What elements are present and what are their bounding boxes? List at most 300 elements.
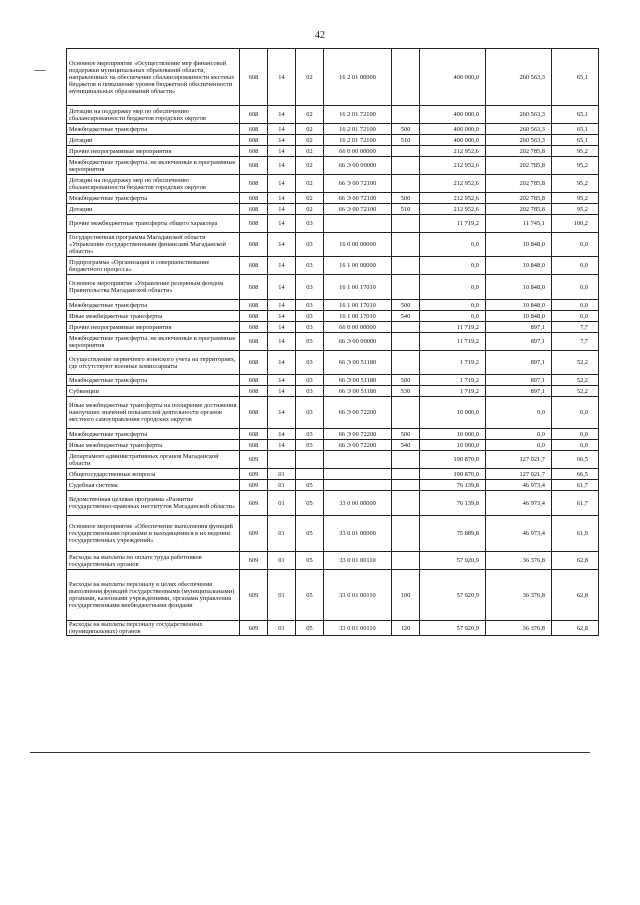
cell-vr	[392, 351, 420, 375]
cell-exec: 0,0	[486, 429, 552, 440]
cell-name: Дотации	[67, 204, 240, 215]
cell-ved: 608	[240, 386, 268, 397]
cell-pr: 03	[296, 215, 324, 233]
cell-rz: 01	[268, 516, 296, 552]
cell-rz: 14	[268, 300, 296, 311]
cell-csr: 16 2 01 72100	[324, 124, 392, 135]
cell-exec: 127 021,7	[486, 451, 552, 469]
table-row	[67, 257, 599, 275]
table-row	[67, 469, 599, 480]
cell-plan: 11 719,2	[420, 215, 486, 233]
table-row	[67, 322, 599, 333]
cell-plan: 400 000,0	[420, 124, 486, 135]
cell-name: Расходы на выплаты персоналу в целях обеспечения выполнения функций государственными (муниципальными) органами, казенными учреждениями, органами управления государственными внебюджетными фондами	[67, 570, 240, 621]
cell-vr	[392, 257, 420, 275]
cell-exec: 36 376,8	[486, 570, 552, 621]
cell-name: Дотации на поддержку мер по обеспечению сбалансированности бюджетов городских округов	[67, 106, 240, 124]
cell-ved: 608	[240, 215, 268, 233]
budget-table	[66, 48, 599, 636]
cell-csr: 33 0 01 00000	[324, 516, 392, 552]
cell-pct: 7,7	[552, 333, 599, 351]
cell-name: Межбюджетные трансферты	[67, 429, 240, 440]
cell-ved: 608	[240, 351, 268, 375]
cell-name: Иные межбюджетные трансферты	[67, 311, 240, 322]
cell-exec: 260 563,3	[486, 124, 552, 135]
table-row	[67, 49, 599, 106]
cell-vr	[392, 157, 420, 175]
cell-rz: 14	[268, 233, 296, 257]
cell-ved: 608	[240, 257, 268, 275]
cell-csr: 66 Э 00 00000	[324, 333, 392, 351]
cell-name: Иные межбюджетные трансферты	[67, 440, 240, 451]
cell-name: Межбюджетные трансферты, не включенные в программные мероприятия	[67, 157, 240, 175]
cell-pct: 0,0	[552, 233, 599, 257]
bottom-rule	[30, 752, 590, 753]
cell-vr	[392, 397, 420, 429]
cell-rz: 01	[268, 491, 296, 516]
cell-exec: 897,1	[486, 333, 552, 351]
cell-pct: 62,8	[552, 621, 599, 636]
cell-exec: 897,1	[486, 386, 552, 397]
cell-exec: 260 563,3	[486, 135, 552, 146]
cell-vr: 120	[392, 621, 420, 636]
cell-rz: 14	[268, 124, 296, 135]
table-row	[67, 215, 599, 233]
cell-ved: 609	[240, 552, 268, 570]
cell-pct: 65,1	[552, 49, 599, 106]
cell-vr: 540	[392, 311, 420, 322]
cell-pct: 95,2	[552, 146, 599, 157]
cell-exec: 46 973,4	[486, 480, 552, 491]
cell-plan: 10 000,0	[420, 397, 486, 429]
cell-exec: 46 973,4	[486, 516, 552, 552]
cell-plan: 212 952,6	[420, 175, 486, 193]
cell-name: Межбюджетные трансферты	[67, 124, 240, 135]
cell-exec: 10 848,0	[486, 275, 552, 300]
cell-vr	[392, 49, 420, 106]
cell-ved: 608	[240, 106, 268, 124]
cell-vr: 500	[392, 193, 420, 204]
cell-rz: 14	[268, 440, 296, 451]
cell-exec: 10 848,0	[486, 300, 552, 311]
table-row	[67, 491, 599, 516]
cell-csr: 66 Э 00 00000	[324, 157, 392, 175]
cell-pr: 03	[296, 311, 324, 322]
cell-pr: 03	[296, 333, 324, 351]
cell-vr	[392, 333, 420, 351]
cell-pr: 05	[296, 480, 324, 491]
cell-vr: 500	[392, 300, 420, 311]
cell-plan: 190 870,0	[420, 469, 486, 480]
cell-exec: 10 848,0	[486, 233, 552, 257]
cell-pr: 05	[296, 570, 324, 621]
table-row	[67, 351, 599, 375]
cell-vr: 540	[392, 440, 420, 451]
cell-vr	[392, 233, 420, 257]
cell-pct: 95,2	[552, 175, 599, 193]
cell-plan: 11 719,2	[420, 333, 486, 351]
cell-vr	[392, 215, 420, 233]
cell-plan: 0,0	[420, 233, 486, 257]
cell-ved: 608	[240, 322, 268, 333]
cell-ved: 608	[240, 204, 268, 215]
cell-name: Межбюджетные трансферты	[67, 300, 240, 311]
cell-pr: 05	[296, 516, 324, 552]
cell-pct: 0,0	[552, 311, 599, 322]
cell-rz: 01	[268, 570, 296, 621]
cell-ved: 609	[240, 516, 268, 552]
cell-ved: 608	[240, 135, 268, 146]
cell-plan: 212 952,6	[420, 193, 486, 204]
cell-ved: 609	[240, 491, 268, 516]
cell-pr: 02	[296, 157, 324, 175]
cell-exec: 260 563,3	[486, 106, 552, 124]
cell-pr: 02	[296, 193, 324, 204]
cell-vr	[392, 106, 420, 124]
cell-pct: 0,0	[552, 440, 599, 451]
cell-plan: 0,0	[420, 257, 486, 275]
cell-name: Субвенции	[67, 386, 240, 397]
cell-plan: 10 000,0	[420, 440, 486, 451]
cell-ved: 608	[240, 397, 268, 429]
cell-pct: 61,7	[552, 480, 599, 491]
cell-vr: 500	[392, 375, 420, 386]
cell-csr: 16 1 00 00000	[324, 257, 392, 275]
cell-rz: 14	[268, 146, 296, 157]
cell-exec: 10 848,0	[486, 311, 552, 322]
cell-pr: 03	[296, 300, 324, 311]
cell-plan: 0,0	[420, 275, 486, 300]
cell-pct: 52,2	[552, 375, 599, 386]
cell-pct: 65,1	[552, 124, 599, 135]
cell-rz: 14	[268, 333, 296, 351]
cell-plan: 212 952,6	[420, 204, 486, 215]
cell-name: Межбюджетные трансферты, не включенные в программные мероприятия	[67, 333, 240, 351]
cell-vr: 500	[392, 429, 420, 440]
cell-vr	[392, 451, 420, 469]
cell-csr: 16 0 00 00000	[324, 233, 392, 257]
cell-name: Межбюджетные трансферты	[67, 375, 240, 386]
cell-exec: 0,0	[486, 440, 552, 451]
cell-ved: 608	[240, 275, 268, 300]
cell-rz: 14	[268, 275, 296, 300]
cell-csr: 16 1 00 17010	[324, 275, 392, 300]
cell-pr: 02	[296, 146, 324, 157]
cell-pct: 65,1	[552, 135, 599, 146]
cell-exec: 202 785,8	[486, 157, 552, 175]
table-row	[67, 516, 599, 552]
cell-ved: 608	[240, 124, 268, 135]
cell-csr: 66 Э 00 72100	[324, 193, 392, 204]
cell-rz: 14	[268, 429, 296, 440]
cell-pr: 03	[296, 351, 324, 375]
cell-pr: 03	[296, 275, 324, 300]
cell-pct: 95,2	[552, 204, 599, 215]
cell-csr: 66 Э 00 72100	[324, 204, 392, 215]
cell-pr: 02	[296, 175, 324, 193]
table-row	[67, 429, 599, 440]
cell-vr	[392, 552, 420, 570]
cell-vr	[392, 516, 420, 552]
table-row	[67, 135, 599, 146]
cell-pct: 0,0	[552, 275, 599, 300]
cell-pr: 02	[296, 49, 324, 106]
cell-rz: 01	[268, 621, 296, 636]
cell-rz: 14	[268, 386, 296, 397]
cell-csr: 16 1 00 17010	[324, 311, 392, 322]
cell-plan: 10 000,0	[420, 429, 486, 440]
table-row	[67, 275, 599, 300]
cell-csr	[324, 469, 392, 480]
table-row	[67, 157, 599, 175]
cell-csr: 66 Э 00 51180	[324, 351, 392, 375]
cell-plan: 0,0	[420, 300, 486, 311]
cell-exec: 897,1	[486, 351, 552, 375]
cell-name: Межбюджетные трансферты	[67, 193, 240, 204]
cell-rz: 14	[268, 204, 296, 215]
cell-ved: 608	[240, 175, 268, 193]
cell-name: Осуществление первичного воинского учета на территориях, где отсутствуют военные комиссариаты	[67, 351, 240, 375]
cell-name: Прочие непрограммные мероприятия	[67, 146, 240, 157]
cell-name: Дотации	[67, 135, 240, 146]
table-row	[67, 375, 599, 386]
cell-csr: 66 0 00 00000	[324, 146, 392, 157]
cell-rz: 14	[268, 193, 296, 204]
cell-csr: 16 2 01 72100	[324, 106, 392, 124]
table-row	[67, 333, 599, 351]
cell-exec: 260 563,3	[486, 49, 552, 106]
cell-pct: 95,2	[552, 193, 599, 204]
cell-rz: 14	[268, 215, 296, 233]
cell-csr: 33 0 00 00000	[324, 491, 392, 516]
cell-ved: 608	[240, 146, 268, 157]
cell-pct: 7,7	[552, 322, 599, 333]
cell-rz: 01	[268, 480, 296, 491]
cell-pct: 0,0	[552, 300, 599, 311]
cell-csr	[324, 215, 392, 233]
cell-pr	[296, 451, 324, 469]
table-row	[67, 440, 599, 451]
cell-ved: 608	[240, 375, 268, 386]
cell-csr	[324, 451, 392, 469]
cell-ved: 608	[240, 333, 268, 351]
cell-plan: 76 139,8	[420, 491, 486, 516]
cell-pct: 61,7	[552, 491, 599, 516]
cell-pr: 03	[296, 386, 324, 397]
cell-csr: 66 Э 00 72100	[324, 175, 392, 193]
cell-pr: 05	[296, 552, 324, 570]
cell-exec: 127 021,7	[486, 469, 552, 480]
cell-pr: 03	[296, 429, 324, 440]
cell-exec: 897,1	[486, 322, 552, 333]
cell-exec: 202 785,8	[486, 204, 552, 215]
cell-exec: 202 785,8	[486, 175, 552, 193]
cell-pr: 03	[296, 375, 324, 386]
cell-pct: 52,2	[552, 351, 599, 375]
cell-csr: 66 Э 00 72200	[324, 429, 392, 440]
cell-vr: 530	[392, 386, 420, 397]
cell-name: Дотации на поддержку мер по обеспечению сбалансированности бюджетов городских округов	[67, 175, 240, 193]
margin-mark	[34, 70, 46, 71]
cell-pct: 61,9	[552, 516, 599, 552]
cell-rz: 14	[268, 322, 296, 333]
cell-name: Подпрограмма «Организация и совершенствование бюджетного процесса»	[67, 257, 240, 275]
cell-pct: 0,0	[552, 257, 599, 275]
cell-pr: 05	[296, 491, 324, 516]
cell-name: Департамент административных органов Магаданской области	[67, 451, 240, 469]
cell-pct: 66,5	[552, 451, 599, 469]
cell-csr: 66 0 00 00000	[324, 322, 392, 333]
table-row	[67, 175, 599, 193]
cell-ved: 608	[240, 300, 268, 311]
cell-plan: 1 719,2	[420, 351, 486, 375]
table-row	[67, 311, 599, 322]
table-row	[67, 386, 599, 397]
cell-vr: 500	[392, 124, 420, 135]
cell-ved: 608	[240, 49, 268, 106]
cell-rz: 14	[268, 397, 296, 429]
cell-exec: 11 745,1	[486, 215, 552, 233]
cell-rz: 14	[268, 351, 296, 375]
cell-csr: 66 Э 00 72200	[324, 440, 392, 451]
cell-pr: 03	[296, 233, 324, 257]
cell-plan: 212 952,6	[420, 146, 486, 157]
cell-rz: 14	[268, 257, 296, 275]
cell-csr: 33 0 01 00110	[324, 570, 392, 621]
cell-vr	[392, 491, 420, 516]
cell-ved: 608	[240, 157, 268, 175]
cell-csr: 66 Э 00 51180	[324, 386, 392, 397]
cell-exec: 0,0	[486, 397, 552, 429]
cell-name: Расходы на выплаты персоналу государственных (муниципальных) органов	[67, 621, 240, 636]
cell-ved: 608	[240, 311, 268, 322]
cell-csr: 33 0 01 00110	[324, 552, 392, 570]
cell-vr: 510	[392, 204, 420, 215]
cell-ved: 609	[240, 469, 268, 480]
cell-exec: 202 785,8	[486, 146, 552, 157]
cell-pr: 03	[296, 397, 324, 429]
cell-name: Судебная система	[67, 480, 240, 491]
cell-pct: 95,2	[552, 157, 599, 175]
table-row	[67, 233, 599, 257]
table-row	[67, 124, 599, 135]
cell-rz: 14	[268, 106, 296, 124]
cell-name: Ведомственная целевая программа «Развитие государственно-правовых институтов Магаданской области»	[67, 491, 240, 516]
cell-name: Основное мероприятие «Осуществление мер финансовой поддержки муниципальных образований области, направленных на обеспечение сбалансированности местных бюджетов и повышение уровня бюджетной обеспеченности муниципальных образований области»	[67, 49, 240, 106]
cell-pr: 03	[296, 440, 324, 451]
table-row	[67, 552, 599, 570]
cell-ved: 609	[240, 480, 268, 491]
cell-pr: 02	[296, 204, 324, 215]
cell-pr	[296, 469, 324, 480]
cell-vr	[392, 275, 420, 300]
cell-csr: 33 0 01 00110	[324, 621, 392, 636]
cell-rz: 14	[268, 157, 296, 175]
cell-vr: 510	[392, 135, 420, 146]
table-row	[67, 146, 599, 157]
cell-plan: 400 000,0	[420, 49, 486, 106]
cell-plan: 11 719,2	[420, 322, 486, 333]
cell-pr: 05	[296, 621, 324, 636]
cell-rz: 14	[268, 135, 296, 146]
cell-plan: 0,0	[420, 311, 486, 322]
cell-name: Основное мероприятие «Управление резервным фондом Правительства Магаданской области»	[67, 275, 240, 300]
cell-ved: 608	[240, 440, 268, 451]
table-row	[67, 397, 599, 429]
cell-pct: 62,8	[552, 570, 599, 621]
cell-plan: 400 000,0	[420, 106, 486, 124]
cell-name: Государственная программа Магаданской области «Управление государственными финансами Магаданской области»	[67, 233, 240, 257]
cell-rz: 01	[268, 552, 296, 570]
cell-rz: 14	[268, 311, 296, 322]
cell-pct: 100,2	[552, 215, 599, 233]
cell-name: Основное мероприятие «Обеспечение выполнения функций государственными органами и находящимися в их ведении государственных учреждений»	[67, 516, 240, 552]
cell-plan: 76 139,8	[420, 480, 486, 491]
cell-vr	[392, 322, 420, 333]
cell-plan: 400 000,0	[420, 135, 486, 146]
cell-vr: 100	[392, 570, 420, 621]
table-row	[67, 204, 599, 215]
table-row	[67, 193, 599, 204]
cell-pct: 66,5	[552, 469, 599, 480]
cell-plan: 57 920,9	[420, 621, 486, 636]
cell-csr: 66 Э 00 72200	[324, 397, 392, 429]
cell-pct: 62,8	[552, 552, 599, 570]
cell-csr: 66 Э 00 51180	[324, 375, 392, 386]
cell-ved: 609	[240, 621, 268, 636]
cell-pr: 02	[296, 135, 324, 146]
cell-ved: 609	[240, 451, 268, 469]
cell-vr	[392, 480, 420, 491]
cell-vr	[392, 469, 420, 480]
cell-pr: 02	[296, 106, 324, 124]
cell-name: Расходы на выплаты по оплате труда работников государственных органов	[67, 552, 240, 570]
table-row	[67, 106, 599, 124]
table-row	[67, 451, 599, 469]
cell-csr	[324, 480, 392, 491]
cell-plan: 212 952,6	[420, 157, 486, 175]
cell-name: Иные межбюджетные трансферты на поощрение достижения наилучших значений показателей деятельности органов местного самоуправления городских округов	[67, 397, 240, 429]
cell-ved: 608	[240, 233, 268, 257]
cell-csr: 16 1 00 17010	[324, 300, 392, 311]
cell-csr: 16 2 01 72100	[324, 135, 392, 146]
cell-exec: 10 848,0	[486, 257, 552, 275]
cell-rz: 01	[268, 469, 296, 480]
cell-pr: 03	[296, 322, 324, 333]
cell-pct: 65,1	[552, 106, 599, 124]
cell-rz: 14	[268, 49, 296, 106]
cell-plan: 57 920,9	[420, 552, 486, 570]
cell-exec: 897,1	[486, 375, 552, 386]
table-row	[67, 300, 599, 311]
cell-pr: 03	[296, 257, 324, 275]
cell-plan: 57 920,9	[420, 570, 486, 621]
cell-ved: 608	[240, 429, 268, 440]
cell-pr: 02	[296, 124, 324, 135]
cell-exec: 36 376,8	[486, 621, 552, 636]
page-number: 42	[315, 30, 325, 41]
cell-exec: 46 973,4	[486, 491, 552, 516]
cell-name: Прочие межбюджетные трансферты общего характера	[67, 215, 240, 233]
cell-rz: 14	[268, 375, 296, 386]
cell-plan: 1 719,2	[420, 386, 486, 397]
cell-pct: 52,2	[552, 386, 599, 397]
cell-plan: 190 870,0	[420, 451, 486, 469]
cell-name: Общегосударственные вопросы	[67, 469, 240, 480]
cell-pct: 0,0	[552, 397, 599, 429]
cell-vr	[392, 175, 420, 193]
cell-pct: 0,0	[552, 429, 599, 440]
